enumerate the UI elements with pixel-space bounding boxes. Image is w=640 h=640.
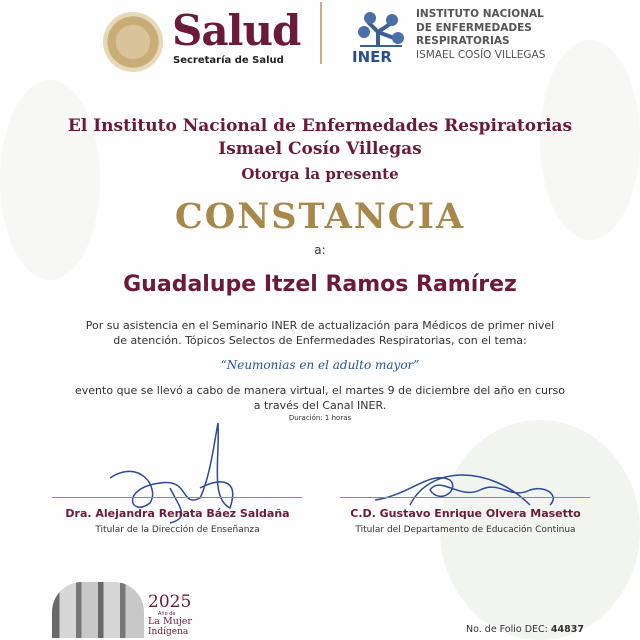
salud-subtitle: Secretaría de Salud: [173, 55, 284, 66]
year-line1: La Mujer: [148, 616, 192, 627]
signature-line-left: [52, 497, 302, 498]
event-text: evento que se llevó a cabo de manera virtual, el martes 9 de diciembre del año en curso a través del Canal INER.: [75, 384, 565, 412]
iner-name-line: DE ENFERMEDADES: [416, 21, 532, 34]
recipient-name: Guadalupe Itzel Ramos Ramírez: [123, 272, 517, 297]
signer-title-right: Titular del Departamento de Educación Continua: [355, 525, 576, 535]
folio: [466, 624, 626, 635]
folio-number: 44837: [550, 624, 584, 635]
signer-name-right: C.D. Gustavo Enrique Olvera Masetto: [350, 507, 581, 520]
certificate-title: CONSTANCIA: [174, 196, 466, 237]
year-sub: Año de: [158, 611, 176, 617]
to-label: a:: [314, 243, 326, 257]
duration: Duración: 1 horas: [288, 414, 352, 422]
iner-name-line: ISMAEL COSÍO VILLEGAS: [416, 48, 546, 61]
iner-abbr: INER: [352, 48, 392, 66]
topic: “Neumonias en el adulto mayor”: [220, 358, 420, 372]
year-line2: Indígena: [148, 627, 189, 637]
iner-molecule-icon: [350, 8, 410, 50]
issuer-line1: El Instituto Nacional de Enfermedades Respiratorias: [67, 116, 573, 136]
issuer-line2: Ismael Cosío Villegas: [218, 139, 422, 159]
iner-name-line: RESPIRATORIAS: [416, 35, 510, 47]
attendance-text: Por su asistencia en el Seminario INER de actualización para Médicos de primer nivel de atención. Tópicos Selectos de Enfermedades Respiratorias, con el tema:: [85, 319, 555, 347]
signature-line-right: [340, 497, 590, 498]
folio-label: No. de Folio DEC:: [466, 624, 548, 635]
mexico-seal: [103, 12, 163, 72]
header-divider: [320, 2, 322, 64]
year-2025: 2025: [148, 592, 192, 612]
salud-logo: Salud: [172, 6, 301, 55]
indigenous-women-image: [52, 582, 144, 638]
iner-name: [416, 8, 616, 62]
signer-name-left: Dra. Alejandra Renata Báez Saldaña: [65, 507, 290, 520]
grants-text: Otorga la presente: [241, 165, 399, 183]
iner-name-line: INSTITUTO NACIONAL: [416, 8, 544, 20]
signer-title-left: Titular de la Dirección de Enseñanza: [95, 525, 260, 535]
